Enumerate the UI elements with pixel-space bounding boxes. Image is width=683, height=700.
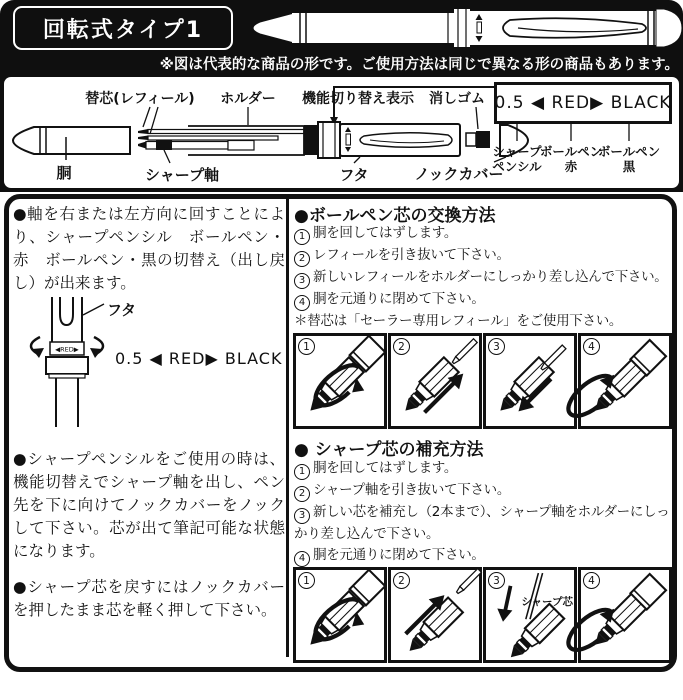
cap-callout-label: フタ (107, 301, 136, 319)
step-number: 4 (294, 295, 310, 311)
ballpoint-panel-1 (293, 333, 387, 429)
label-pencil-shaft: シャープ軸 (145, 166, 219, 184)
step-note: ＊替芯は「セーラー専用レフィール」をご使用下さい。 (294, 313, 623, 329)
step-line: 2 シャープ軸を引き抜いて下さい。 (294, 480, 672, 502)
band-indicator-text: ◀RED▶ (55, 345, 79, 354)
cap-part (340, 124, 460, 156)
parts-diagram-box (4, 77, 679, 188)
step-number: 1 (294, 229, 310, 245)
ballpoint-steps (294, 223, 672, 332)
pencil-panel-1 (293, 567, 387, 663)
refill-icon (451, 339, 477, 365)
ballpoint-panel-4 (578, 333, 672, 429)
collar-ring-part (304, 122, 340, 158)
label-refill: 替芯(レフィール) (85, 91, 195, 107)
step-line: 4 胴を元通りに閉めて下さい。 (294, 545, 672, 567)
ballpoint-panel-2 (388, 333, 482, 429)
step-number: 2 (294, 251, 310, 267)
step-line: 3 新しいレフィールをホルダーにしっかり差し込んで下さい。 (294, 267, 672, 289)
pencil-section-heading: ● シャープ芯の補充方法 (294, 440, 484, 460)
indicator-window-text: 0.5 ◀ RED▶ BLACK (115, 349, 283, 368)
pencil-panel-4 (578, 567, 672, 663)
step-line: 1 胴を回してはずします。 (294, 223, 672, 245)
ballpoint-panel-3 (483, 333, 577, 429)
label-eraser: 消しゴム (429, 91, 485, 107)
panel-number: 1 (298, 338, 315, 355)
clip-icon (503, 18, 646, 38)
mode-label-pencil: シャープ ペンシル (492, 144, 542, 174)
pen-body-part (13, 127, 130, 154)
caption-note: ※図は代表的な商品の形です。ご使用方法は同じで異なる形の商品もあります。 (159, 57, 679, 73)
ballpoint-section-heading: ●ボールペン芯の交換方法 (294, 206, 496, 226)
refill-icon (540, 345, 566, 371)
pen-icon (503, 604, 564, 665)
label-body: 胴 (56, 164, 72, 182)
step-line: 3 新しい芯を補充し（2本まで）、シャープ軸をホルダーにしっかり差し込んで下さい。 (294, 504, 670, 542)
step-number: 2 (294, 486, 310, 502)
eraser-part (466, 131, 490, 148)
panel-number: 1 (298, 572, 315, 589)
panel-number: 3 (488, 338, 505, 355)
pencil-steps (294, 458, 672, 567)
pencil-panel-3 (483, 567, 577, 663)
step-number: 1 (294, 464, 310, 480)
page-title (13, 6, 233, 50)
clip-icon (60, 297, 73, 325)
step-line: 4 胴を元通りに閉めて下さい。 (294, 289, 672, 311)
panel-number: 2 (393, 572, 410, 589)
mode-label-red: ボールペン 赤 (539, 144, 603, 174)
paragraph-pencil-use: ●シャープペンシルをご使用の時は、機能切替えでシャープ軸を出し、ペン先を下に向けてノックカバーをノックして下さい。芯が出て筆記可能な状態になります。 (13, 450, 285, 560)
panel-number: 4 (583, 338, 600, 355)
panel-number: 4 (583, 572, 600, 589)
refill-parts (138, 129, 304, 140)
paragraph-retract: ●シャープ芯を戻すにはノックカバーを押したまま芯を軽く押して下さい。 (13, 578, 285, 619)
instructions-box (4, 194, 677, 672)
lead-callout-label: シャープ芯 (521, 596, 573, 608)
pencil-panel-2 (388, 567, 482, 663)
panel-number: 2 (393, 338, 410, 355)
label-cap: フタ (339, 166, 369, 184)
label-function-indicator: 機能切り替え表示 (302, 91, 414, 107)
step-number: 4 (294, 551, 310, 567)
label-holder: ホルダー (220, 91, 276, 107)
pencil-shaft-icon (455, 569, 481, 595)
label-knock-cover: ノックカバー (414, 165, 504, 183)
pencil-shaft-part (138, 141, 254, 151)
step-line: 1 胴を回してはずします。 (294, 458, 672, 480)
paragraph-rotate: ●軸を右または左方向に回すことにより、シャープペンシル ボールペン・赤 ボールペン・黒の切替え（出し戻し）が出来ます。 (13, 205, 285, 292)
mode-label-black: ボールペン 黒 (597, 144, 661, 174)
panel-number: 3 (488, 572, 505, 589)
step-line: 2 レフィールを引き抜いて下さい。 (294, 245, 672, 267)
header (0, 0, 683, 192)
indicator-window-box: 0.5 ◀ RED▶ BLACK (494, 82, 672, 124)
step-number: 3 (294, 273, 310, 289)
column-divider (286, 199, 289, 657)
step-number: 3 (294, 508, 310, 524)
page-title-text: 回転式タイプ1 (42, 17, 204, 43)
pen-illustration (238, 5, 678, 51)
insert-arrow-icon (497, 586, 512, 622)
